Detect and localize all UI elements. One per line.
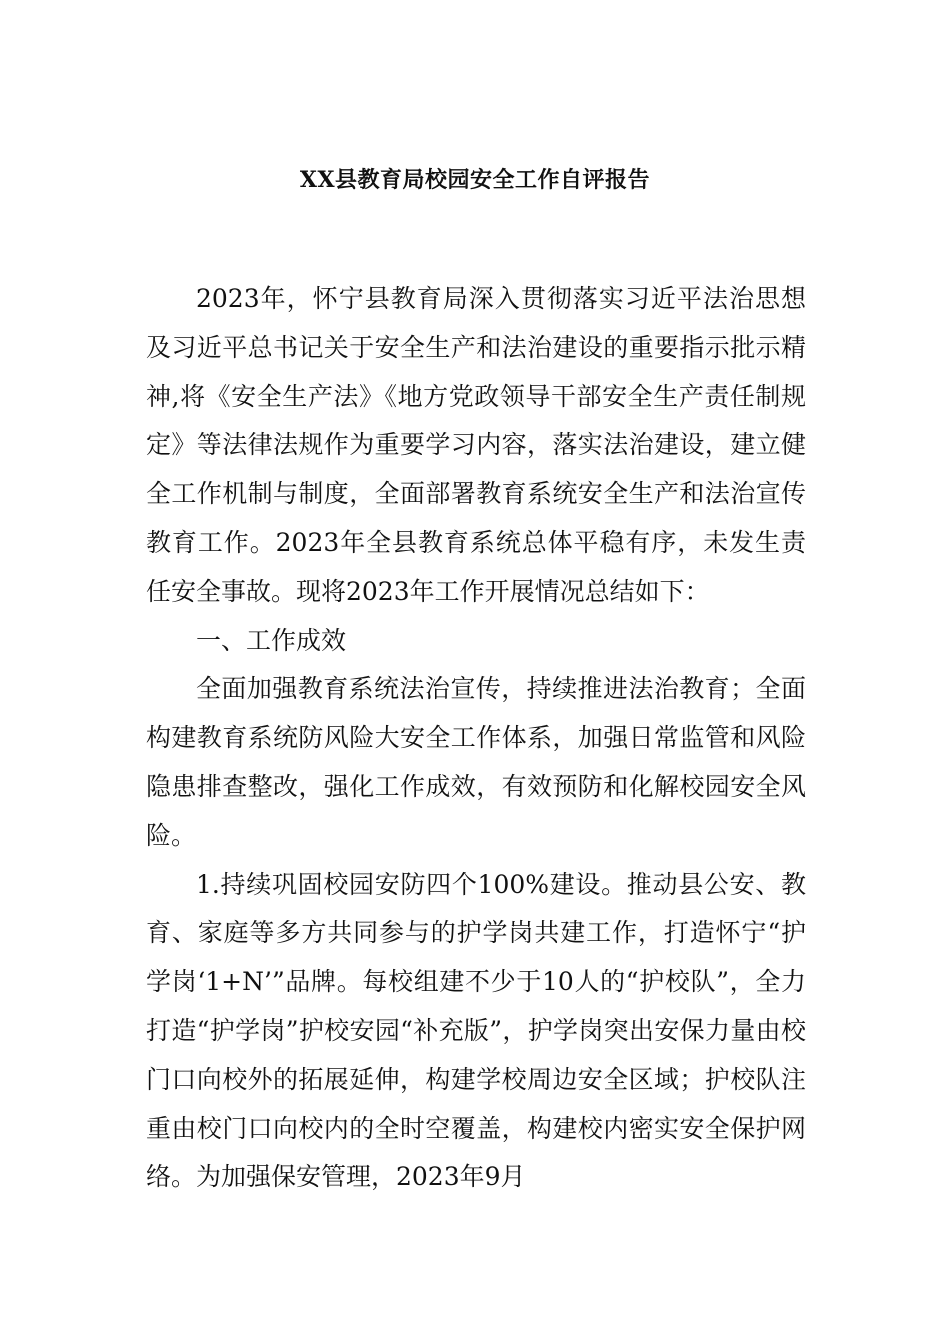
document-title: XX县教育局校园安全工作自评报告 (299, 167, 651, 193)
paragraph-item-1: 1.持续巩固校园安防四个100%建设。推动县公安、教育、家庭等多方共同参与的护学岗共建工作，打造怀宁“护学岗‘1+N’”品牌。每校组建不少于10人的“护校队”，全力打造“护学岗”护校安园“补充版”，护学岗突出安保力量由校门口向校外的拓展延伸，构建学校周边安全区域；护校队注重由校门口向校内的全时空覆盖，构建校内密实安全保护网络。为加强保安管理，2023年9月 (146, 869, 806, 1192)
section-heading: 一、工作成效 (196, 625, 347, 655)
paragraph-intro: 2023年，怀宁县教育局深入贯彻落实习近平法治思想及习近平总书记关于安全生产和法治建设的重要指示批示精神,将《安全生产法》《地方党政领导干部安全生产责任制规定》等法律法规作为重要学习内容，落实法治建设，建立健全工作机制与制度，全面部署教育系统安全生产和法治宣传教育工作。2023年全县教育系统总体平稳有序，未发生责任安全事故。现将2023年工作开展情况总结如下： (146, 284, 806, 606)
document-body (146, 275, 806, 1202)
paragraph-summary: 全面加强教育系统法治宣传，持续推进法治教育；全面构建教育系统防风险大安全工作体系，加强日常监管和风险隐患排查整改，强化工作成效，有效预防和化解校园安全风险。 (146, 674, 806, 850)
